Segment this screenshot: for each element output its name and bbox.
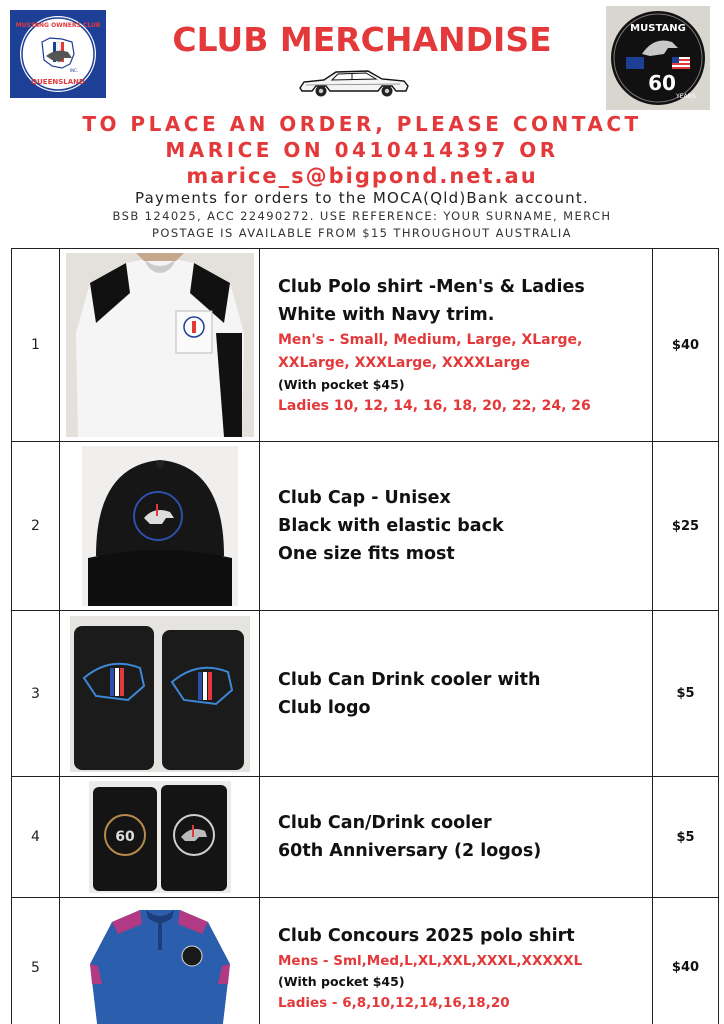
item-description [260,777,653,898]
item-description [260,898,653,1024]
contact-email[interactable]: marice_s@bigpond.net.au [186,164,538,188]
anniversary-logo-right [606,6,710,110]
bank-details: BSB 124025, ACC 22490272. USE REFERENCE: YOUR SURNAME, MERCH [112,209,612,223]
item-price: $40 [653,898,719,1024]
item-price: $5 [653,611,719,777]
item-sizes-ladies: Ladies 10, 12, 14, 16, 18, 20, 22, 24, 26 [278,397,591,414]
contact-line-2: MARICE ON 0410414397 OR [165,138,559,162]
item-image-cell [60,249,260,442]
item-title: Club Concours 2025 polo shirt [278,925,575,946]
table-row [12,249,719,442]
item-price: $40 [653,249,719,442]
item-detail: 60th Anniversary (2 logos) [278,841,542,861]
item-image-cell [60,442,260,611]
item-description [260,249,653,442]
item-sizes-men-1: Men's - Small, Medium, Large, XLarge, [278,331,583,348]
item-title: Club Can/Drink cooler [278,813,492,833]
item-sizes-men-2: XXLarge, XXXLarge, XXXXLarge [278,354,530,371]
item-image-cell [60,611,260,777]
item-sizes-ladies: Ladies - 6,8,10,12,14,16,18,20 [278,994,510,1011]
item-number: 5 [12,898,60,1024]
can-cooler-image [70,616,250,772]
page-title: CLUB MERCHANDISE [172,20,552,59]
anniversary-cooler-image [89,781,231,893]
item-detail: One size fits most [278,544,455,564]
left-logo-inc-text: INC. [70,68,79,73]
item-sizes-men: Mens - Sml,Med,L,XL,XXL,XXXL,XXXXXL [278,952,583,969]
item-detail: Club logo [278,697,371,718]
car-icon [296,64,412,100]
item-number: 2 [12,442,60,611]
item-number: 3 [12,611,60,777]
item-image-cell [60,898,260,1024]
payment-info: Payments for orders to the MOCA(Qld)Bank account. [135,189,589,207]
right-logo-number: 60 [648,71,676,95]
right-logo-bottom-text: YEARS [676,93,696,100]
contact-line-1: TO PLACE AN ORDER, PLEASE CONTACT [82,112,642,136]
concours-polo-image [82,904,238,1024]
item-number: 4 [12,777,60,898]
item-pocket-note: (With pocket $45) [278,376,405,392]
item-title: Club Cap - Unisex [278,488,451,508]
right-logo-top-text: MUSTANG [630,23,686,34]
left-logo-bottom-text: QUEENSLAND [31,78,85,86]
item-price: $25 [653,442,719,611]
table-row [12,611,719,777]
item-title: Club Can Drink cooler with [278,669,541,690]
item-description [260,611,653,777]
left-logo-top-text: MUSTANG OWNERS CLUB [15,22,101,29]
svg-text:60: 60 [114,829,135,845]
item-price: $5 [653,777,719,898]
table-row [12,777,719,898]
cap-image [82,446,238,606]
table-row [12,898,719,1024]
item-pocket-note: (With pocket $45) [278,973,405,989]
item-description [260,442,653,611]
item-detail: Black with elastic back [278,516,504,536]
club-logo-left [10,10,106,98]
item-subtitle: White with Navy trim. [278,304,495,325]
item-image-cell [60,777,260,898]
table-row [12,442,719,611]
polo-shirt-image [66,253,254,437]
postage-info: POSTAGE IS AVAILABLE FROM $15 THROUGHOUT AUSTRALIA [152,226,572,240]
item-title: Club Polo shirt -Men's & Ladies [278,276,585,297]
merchandise-table [11,248,719,1024]
item-number: 1 [12,249,60,442]
